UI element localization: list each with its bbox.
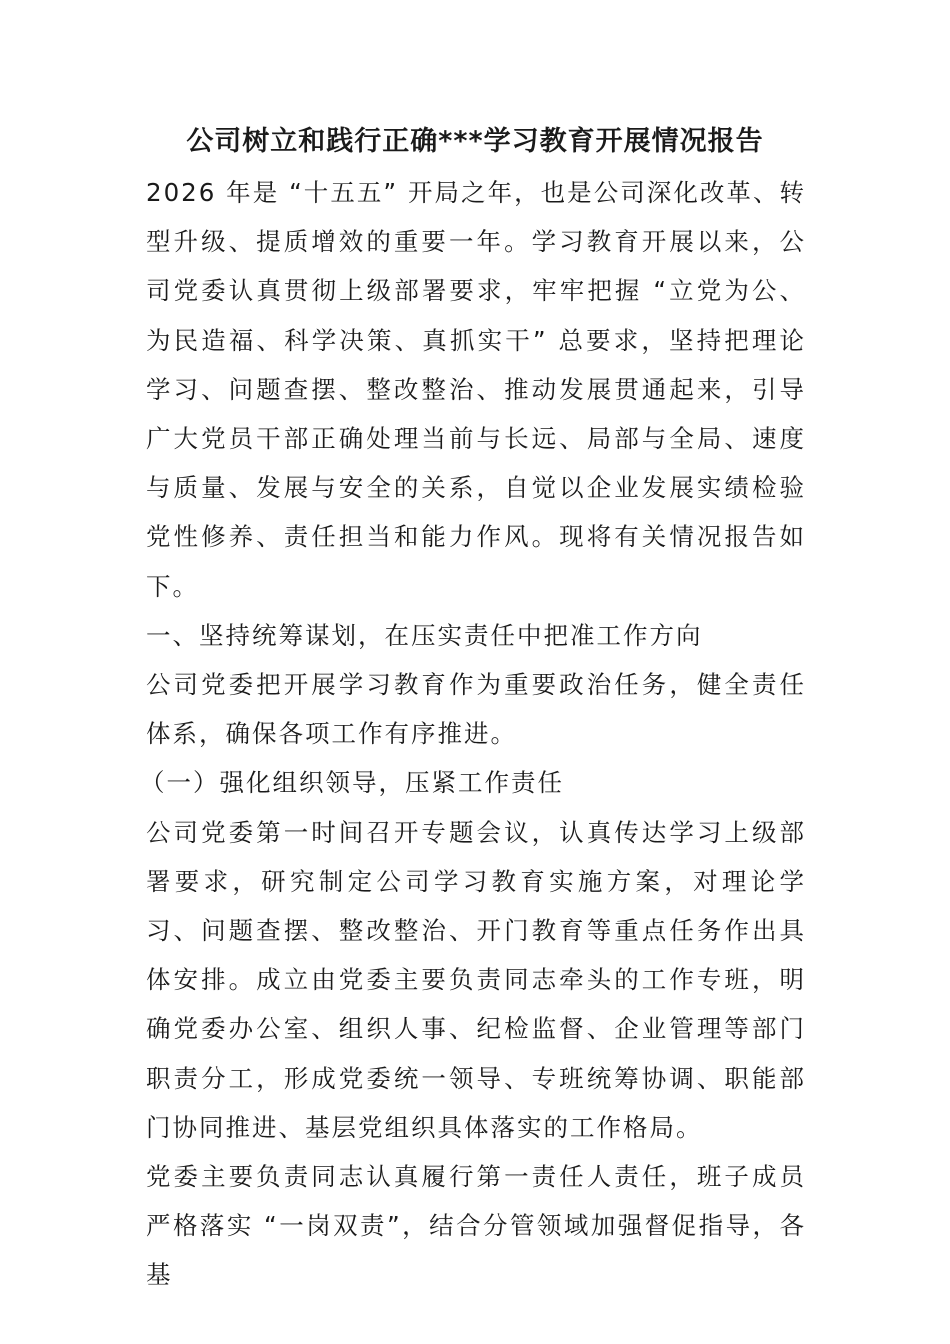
section-1-paragraph: 公司党委把开展学习教育作为重要政治任务，健全责任体系，确保各项工作有序推进。: [146, 670, 806, 749]
subsection-1-paragraph-2: 党委主要负责同志认真履行第一责任人责任，班子成员严格落实 “一岗双责”，结合分管领域加强督促指导，各基: [146, 1162, 806, 1290]
subsection-heading-1: （一）强化组织领导，压紧工作责任: [140, 768, 564, 798]
document-title: 公司树立和践行正确***学习教育开展情况报告: [186, 126, 764, 157]
section-heading-1: 一、坚持统筹谋划，在压实责任中把准工作方向: [146, 620, 703, 650]
document-body: [140, 168, 806, 1300]
intro-paragraph: 2026 年是 “十五五” 开局之年，也是公司深化改革、转型升级、提质增效的重要一年。学习教育开展以来，公司党委认真贯彻上级部署要求，牢牢把握 “立党为公、为民造福、科学决策、真抓实干” 总要求，坚持把理论学习、问题查摆、整改整治、推动发展贯通起来，引导广大党员干部正确处理当前与长远、局部与全局、速度与质量、发展与安全的关系，自觉以企业发展实绩检验党性修养、责任担当和能力作风。现将有关情况报告如下。: [146, 178, 806, 601]
subsection-1-paragraph-1: 公司党委第一时间召开专题会议，认真传达学习上级部署要求，研究制定公司学习教育实施方案，对理论学习、问题查摆、整改整治、开门教育等重点任务作出具体安排。成立由党委主要负责同志牵头的工作专班，明确党委办公室、组织人事、纪检监督、企业管理等部门职责分工，形成党委统一领导、专班统筹协调、职能部门协同推进、基层党组织具体落实的工作格局。: [146, 817, 806, 1142]
